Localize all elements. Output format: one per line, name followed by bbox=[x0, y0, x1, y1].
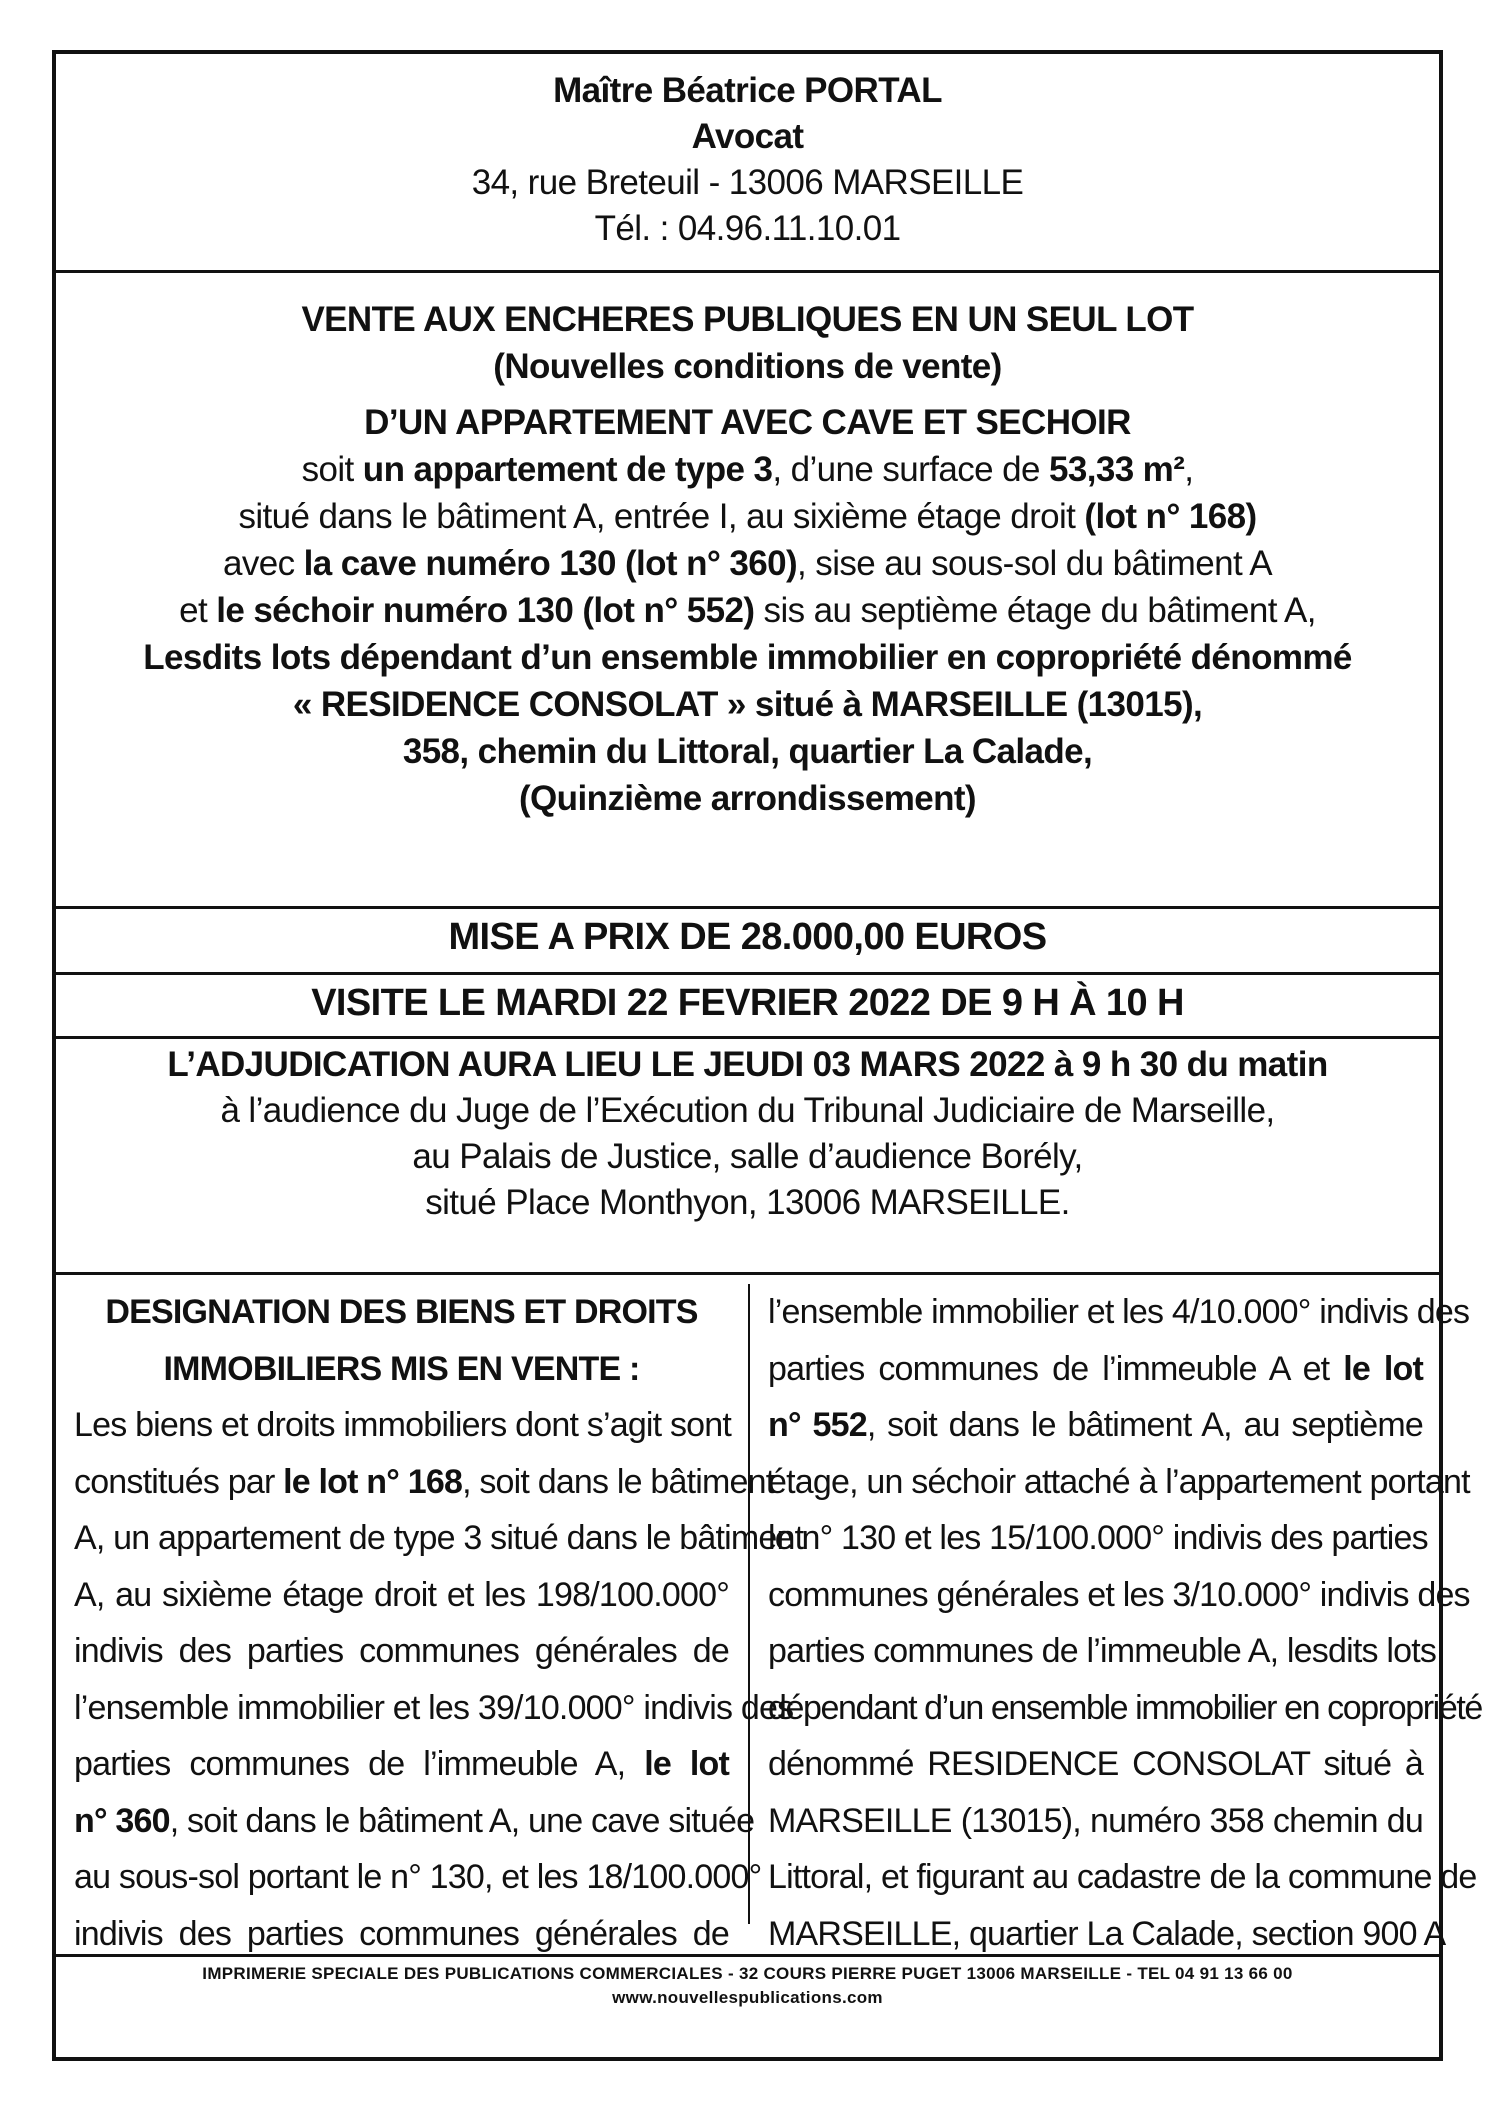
designation-left-column bbox=[74, 1284, 804, 1962]
printer-website[interactable]: www.nouvellespublications.com bbox=[612, 1988, 883, 2007]
left-line: Les biens et droits immobiliers dont s’agit sont bbox=[74, 1406, 732, 1444]
right-line: Littoral, et figurant au cadastre de la commune de bbox=[768, 1858, 1477, 1896]
starting-price: MISE A PRIX DE 28.000,00 EUROS bbox=[448, 916, 1047, 958]
right-line: MARSEILLE, quartier La Calade, section 900 A bbox=[768, 1914, 1446, 1953]
sale-line-2: situé dans le bâtiment A, entrée I, au sixième étage droit (lot n° 168) bbox=[238, 497, 1257, 536]
right-line: l’ensemble immobilier et les 4/10.000° indivis des bbox=[768, 1293, 1470, 1331]
sale-subheadline: (Nouvelles conditions de vente) bbox=[493, 347, 1002, 386]
sale-line-6: « RESIDENCE CONSOLAT » situé à MARSEILLE (13015), bbox=[292, 685, 1203, 724]
divider bbox=[56, 906, 1439, 909]
sale-section bbox=[56, 296, 1439, 822]
right-line: parties communes de l’immeuble A et le lot bbox=[768, 1349, 1423, 1388]
designation-right-column bbox=[768, 1284, 1482, 1962]
left-line: parties communes de l’immeuble A, le lot bbox=[74, 1745, 729, 1783]
left-line: indivis des parties communes générales de bbox=[74, 1914, 729, 1953]
printer-info: IMPRIMERIE SPECIALE DES PUBLICATIONS COMMERCIALES - 32 COURS PIERRE PUGET 13006 MARSEILLE - TEL 04 91 13 66 00 bbox=[202, 1964, 1293, 1983]
left-line: A, au sixième étage droit et les 198/100.000° bbox=[74, 1575, 729, 1614]
sale-headline: VENTE AUX ENCHERES PUBLIQUES EN UN SEUL LOT bbox=[301, 300, 1194, 339]
designation-title-1: DESIGNATION DES BIENS ET DROITS bbox=[105, 1293, 698, 1331]
visit-date: VISITE LE MARDI 22 FEVRIER 2022 DE 9 H À 10 H bbox=[311, 982, 1184, 1024]
right-line: étage, un séchoir attaché à l’appartement portant bbox=[768, 1462, 1470, 1501]
left-line: n° 360, soit dans le bâtiment A, une cave située bbox=[74, 1801, 755, 1840]
right-line: dénommé RESIDENCE CONSOLAT situé à bbox=[768, 1745, 1423, 1783]
left-line: l’ensemble immobilier et les 39/10.000° indivis des bbox=[74, 1688, 794, 1727]
lawyer-name: Maître Béatrice PORTAL bbox=[553, 71, 942, 110]
sale-line-3: avec la cave numéro 130 (lot n° 360), sise au sous-sol du bâtiment A bbox=[223, 544, 1272, 583]
adjudication-line-1: à l’audience du Juge de l’Exécution du Tribunal Judiciaire de Marseille, bbox=[220, 1091, 1275, 1130]
sale-object: D’UN APPARTEMENT AVEC CAVE ET SECHOIR bbox=[364, 403, 1131, 442]
divider bbox=[56, 972, 1439, 975]
left-line: au sous-sol portant le n° 130, et les 18/100.000° bbox=[74, 1858, 762, 1896]
adjudication-line-2: au Palais de Justice, salle d’audience Borély, bbox=[412, 1137, 1083, 1176]
lawyer-address: 34, rue Breteuil - 13006 MARSEILLE bbox=[471, 163, 1024, 202]
column-divider bbox=[748, 1284, 750, 1924]
designation-title-2: IMMOBILIERS MIS EN VENTE : bbox=[163, 1349, 640, 1388]
sale-line-7: 358, chemin du Littoral, quartier La Calade, bbox=[402, 732, 1093, 771]
right-line: parties communes de l’immeuble A, lesdits lots bbox=[768, 1632, 1437, 1670]
left-line: indivis des parties communes générales de bbox=[74, 1632, 729, 1670]
left-line: A, un appartement de type 3 situé dans le bâtiment bbox=[74, 1519, 804, 1557]
right-line: n° 552, soit dans le bâtiment A, au septième bbox=[768, 1406, 1423, 1444]
sale-line-8: (Quinzième arrondissement) bbox=[518, 779, 976, 818]
right-line: le n° 130 et les 15/100.000° indivis des parties bbox=[768, 1519, 1428, 1557]
printer-footer bbox=[56, 1962, 1439, 2010]
adjudication-section bbox=[56, 1042, 1439, 1226]
sale-line-4: et le séchoir numéro 130 (lot n° 552) sis au septième étage du bâtiment A, bbox=[179, 591, 1316, 630]
lawyer-title: Avocat bbox=[691, 117, 804, 156]
adjudication-headline: L’ADJUDICATION AURA LIEU LE JEUDI 03 MARS 2022 à 9 h 30 du matin bbox=[167, 1045, 1328, 1084]
sale-line-5: Lesdits lots dépendant d’un ensemble immobilier en copropriété dénommé bbox=[143, 638, 1352, 677]
divider bbox=[56, 1036, 1439, 1039]
right-line: MARSEILLE (13015), numéro 358 chemin du bbox=[768, 1801, 1423, 1840]
designation-section bbox=[56, 1284, 1482, 1953]
announcement-frame bbox=[52, 50, 1482, 2061]
adjudication-line-3: situé Place Monthyon, 13006 MARSEILLE. bbox=[425, 1183, 1070, 1222]
left-line: constitués par le lot n° 168, soit dans le bâtiment bbox=[74, 1462, 775, 1501]
divider bbox=[56, 270, 1439, 273]
sale-line-1: soit un appartement de type 3, d’une surface de 53,33 m², bbox=[301, 450, 1194, 489]
divider bbox=[56, 1954, 1439, 1957]
lawyer-phone: Tél. : 04.96.11.10.01 bbox=[594, 209, 901, 248]
divider bbox=[56, 1272, 1439, 1275]
right-line: communes générales et les 3/10.000° indivis des bbox=[768, 1575, 1470, 1614]
lawyer-header bbox=[56, 68, 1439, 252]
right-line: dépendant d’un ensemble immobilier en copropriété bbox=[768, 1688, 1482, 1727]
